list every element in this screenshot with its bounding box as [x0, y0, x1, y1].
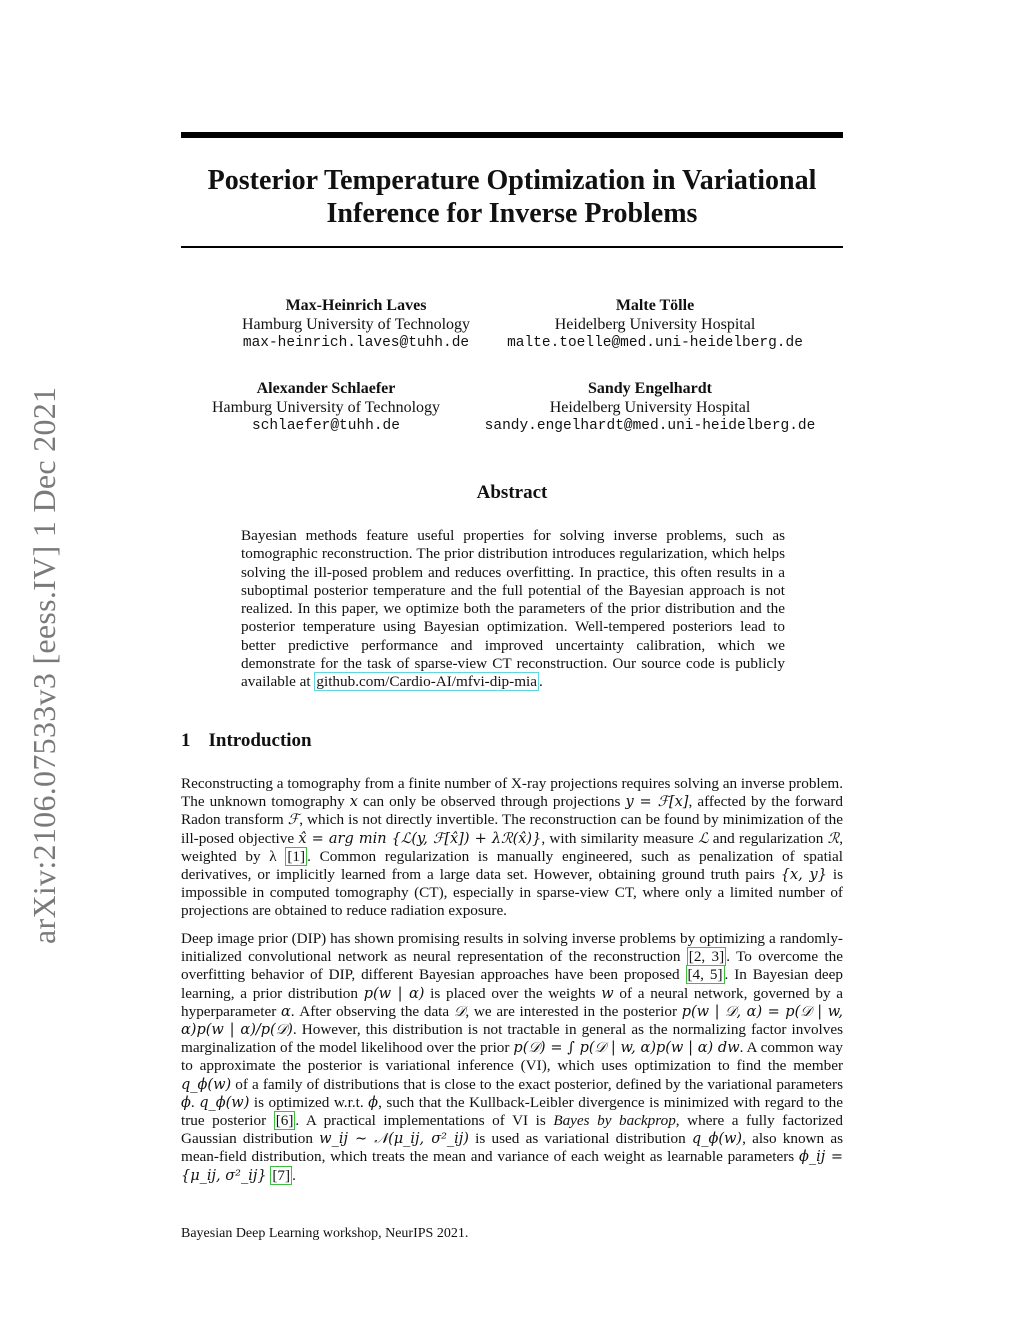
author-name: Malte Tölle [615, 297, 695, 314]
paper-title: Posterior Temperature Optimization in Variational Inference for Inverse Problems [207, 165, 817, 229]
text: , affected by the forward Radon transform [181, 793, 843, 829]
author-email[interactable]: sandy.engelhardt@med.uni-heidelberg.de [484, 418, 816, 434]
text: . [190, 1093, 200, 1111]
section-title: Introduction [208, 730, 312, 751]
math: ℱ [287, 812, 300, 829]
text: , with similarity measure [541, 829, 699, 847]
abstract-heading: Abstract [476, 482, 548, 503]
text: . A practical implementations of VI is [295, 1112, 554, 1130]
author-name: Alexander Schlaefer [256, 380, 396, 397]
math: p(w | 𝒟, α) = p(𝒟 | w, α)p(w | α)/p(𝒟) [181, 1003, 843, 1039]
text: of a family of distributions that is close to the exact posterior, defined by the variational parameters [231, 1075, 843, 1093]
text: is placed over the weights [424, 984, 602, 1002]
section-number: 1 [181, 730, 191, 751]
math: p(w | α) [363, 985, 425, 1002]
text: . After observing the data [290, 1002, 454, 1020]
author-name: Sandy Engelhardt [587, 380, 713, 397]
text: is optimized w.r.t. [249, 1093, 369, 1111]
intro-paragraph-1 [181, 775, 843, 921]
text: . However, this distribution is not tractable in general as the normalizing factor involves marginalization of the model likelihood over the prior [181, 1021, 844, 1057]
math: q_ϕ(w) [691, 1131, 743, 1148]
math: q_ϕ(w) [199, 1094, 250, 1111]
math: ℒ [698, 830, 709, 847]
author-email[interactable]: malte.toelle@med.uni-heidelberg.de [507, 335, 803, 351]
math: ϕ_ij = {μ_ij, σ²_ij} [181, 1149, 843, 1184]
citation-link[interactable]: [4, 5] [687, 966, 723, 984]
abstract-end: . [538, 673, 543, 691]
venue-footnote: Bayesian Deep Learning workshop, NeurIPS 2021. [181, 1226, 469, 1241]
math: ϕ [368, 1094, 379, 1111]
text: is impossible in computed tomography (CT), especially in sparse-view CT, where only a limited number of projections are obtained to reduce radiation exposure. [181, 866, 843, 920]
text: Reconstructing a tomography from a finite number of X-ray projections requires solving an inverse problem. The unknown tomography [181, 775, 843, 811]
text: , which is not directly invertible. The reconstruction can be found by minimization of the ill-posed objective [181, 811, 843, 847]
citation-link[interactable]: [7] [272, 1166, 291, 1184]
citation-link[interactable]: [6] [275, 1112, 294, 1130]
title-top-rule [181, 132, 843, 138]
text: , also known as mean-field distribution, which treats the mean and variance of each weight as learnable parameters [181, 1130, 843, 1166]
text: . Common regularization is manually engineered, such as penalization of spatial derivatives, or implicitly learned from a large data set. However, obtaining ground truth pairs [181, 847, 843, 884]
text: , we are interested in the posterior [465, 1002, 682, 1020]
author-affiliation: Hamburg University of Technology [241, 316, 471, 333]
section-heading [181, 730, 312, 752]
author-block [480, 296, 830, 353]
text: is used as variational distribution [468, 1130, 692, 1148]
author-affiliation: Heidelberg University Hospital [549, 399, 751, 416]
title-bottom-rule [181, 246, 843, 248]
math: x̂ = arg min {ℒ(y, ℱ[x̂]) + λℛ(x̂)} [298, 830, 542, 847]
math: w_ij ∼ 𝒩(μ_ij, σ²_ij) [319, 1131, 469, 1148]
author-block [206, 296, 506, 353]
text: . [292, 1166, 296, 1184]
author-email[interactable]: schlaefer@tuhh.de [252, 418, 400, 434]
source-code-link[interactable]: github.com/Cardio-AI/mfvi-dip-mia [316, 673, 537, 691]
text: , weighted by λ [181, 829, 843, 865]
citation-link[interactable]: [1] [287, 847, 306, 865]
text: can only be observed through projections [357, 793, 626, 811]
author-affiliation: Heidelberg University Hospital [554, 316, 756, 333]
math: {x, y} [780, 867, 827, 884]
text: . In Bayesian deep learning, a prior distribution [181, 966, 844, 1002]
text: Deep image prior (DIP) has shown promising results in solving inverse problems by optimizing a randomly-initialized convolutional network as neural representation of the reconstruction [181, 930, 843, 966]
text: of a neural network, governed by a hyperparameter [181, 984, 844, 1020]
abstract-text [241, 527, 785, 692]
math: x [349, 794, 358, 811]
text: , where a fully factorized Gaussian distribution [181, 1112, 843, 1148]
author-email[interactable]: max-heinrich.laves@tuhh.de [242, 335, 470, 351]
citation-link[interactable]: [2, 3] [688, 948, 725, 966]
text: . To overcome the overfitting behavior of DIP, different Bayesian approaches have been proposed [181, 948, 843, 984]
text: and regularization [708, 829, 828, 847]
math: α [280, 1003, 291, 1020]
author-block [460, 379, 840, 436]
author-block [176, 379, 476, 436]
math: ℛ [827, 830, 840, 847]
math: y = ℱ[x] [625, 794, 689, 811]
math: ϕ [181, 1094, 191, 1111]
arxiv-stamp: arXiv:2106.07533v3 [eess.IV] 1 Dec 2021 [26, 386, 62, 944]
author-name: Max-Heinrich Laves [285, 297, 427, 314]
text: . A common way to approximate the posterior is variational inference (VI), which uses optimization to find the member [181, 1039, 844, 1075]
abstract-body-text: Bayesian methods feature useful properties for solving inverse problems, such as tomographic reconstruction. The prior distribution introduces regularization, which helps solving the ill-posed problem and reduces overfitting. In practice, this often results in a suboptimal posterior temperature and the full potential of the Bayesian approach is not realized. In this paper, we optimize both the parameters of the prior distribution and the posterior temperature using Bayesian optimization. Well-tempered posteriors lead to better predictive performance and improved uncertainty calibration, which we demonstrate for the task of sparse-view CT reconstruction. Our source code is publicly available at [241, 527, 785, 691]
author-affiliation: Hamburg University of Technology [211, 399, 441, 416]
emphasis: Bayes by backprop [553, 1112, 676, 1130]
math: 𝒟 [453, 1003, 466, 1020]
intro-paragraph-2 [181, 930, 843, 1185]
math: w [601, 985, 614, 1002]
math: q_ϕ(w) [181, 1076, 232, 1093]
math: p(𝒟) = ∫ p(𝒟 | w, α)p(w | α) dw [513, 1040, 740, 1057]
text: , such that the Kullback-Leibler divergence is minimized with regard to the true posterior [181, 1093, 843, 1130]
